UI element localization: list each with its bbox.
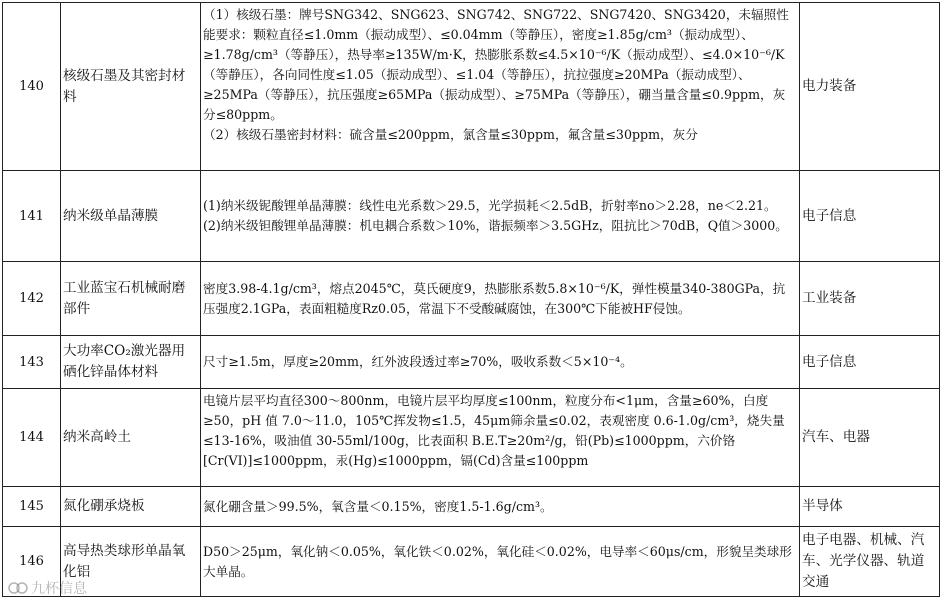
spec-paragraph: （2）核级石墨密封材料：硫含量≤200ppm，氯含量≤30ppm，氟含量≤30ppm，灰分 bbox=[203, 126, 698, 142]
material-name: 大功率CO₂激光器用硒化锌晶体材料 bbox=[61, 336, 201, 389]
row-number: 144 bbox=[3, 389, 61, 487]
row-number: 142 bbox=[3, 262, 61, 336]
spec-paragraph: 密度3.98-4.1g/cm³，熔点2045℃，莫氏硬度9，热膨胀系数5.8×10⁻⁶/K，弹性模量340-380GPa，抗压强度2.1GPa，表面粗糙度Rz0.05，常温下不受酸碱腐蚀，在300℃下能被HF侵蚀。 bbox=[203, 280, 786, 316]
spec-paragraph: （1）核级石墨：牌号SNG342、SNG623、SNG742、SNG722、SNG7420、SNG3420，未辐照性能要求：颗粒直径≤1.0mm（振动成型）、≤0.04mm（等静压），密度≥1.85g/cm³（振动成型）、≥1.78g/cm³（等静压），热导率≥135W/m·K，热膨胀系数≤4.5×10⁻⁶/K（振动成型）、≤4.0×10⁻⁶/K（等静压），各向同性度≤1.05（振动成型）、≤1.04（等静压），抗拉强度≥20MPa（振动成型）、≥25MPa（等静压），抗压强度≥65MPa（振动成型）、≥75MPa（等静压），硼当量含量≤0.9ppm，灰分≤80ppm。 bbox=[203, 6, 789, 122]
row-number: 141 bbox=[3, 171, 61, 262]
table-row bbox=[3, 389, 940, 487]
row-number: 146 bbox=[3, 527, 61, 597]
row-number: 140 bbox=[3, 3, 61, 171]
spec-paragraph: (1)纳米级铌酸锂单晶薄膜：线性电光系数＞29.5，光学损耗＜2.5dB，折射率no＞2.28，ne＜2.21。 bbox=[203, 198, 777, 213]
application-field: 半导体 bbox=[800, 487, 940, 527]
spec-paragraph: (2)纳米级钽酸锂单晶薄膜：机电耦合系数＞10%，谐振频率＞3.5GHz，阻抗比＞70dB，Q值＞3000。 bbox=[203, 218, 788, 233]
spec-cell bbox=[201, 389, 800, 487]
material-name: 氮化硼承烧板 bbox=[61, 487, 201, 527]
table-row bbox=[3, 527, 940, 597]
material-name: 纳米高岭土 bbox=[61, 389, 201, 487]
row-number: 145 bbox=[3, 487, 61, 527]
spec-paragraph: 氮化硼含量＞99.5%，氧含量＜0.15%，密度1.5-1.6g/cm³。 bbox=[203, 498, 553, 514]
spec-cell bbox=[201, 336, 800, 389]
spec-cell bbox=[201, 262, 800, 336]
application-field: 电子信息 bbox=[800, 336, 940, 389]
material-name: 纳米级单晶薄膜 bbox=[61, 171, 201, 262]
row-number: 143 bbox=[3, 336, 61, 389]
table-row bbox=[3, 171, 940, 262]
application-field: 汽车、电器 bbox=[800, 389, 940, 487]
spec-cell bbox=[201, 171, 800, 262]
spec-paragraph: 尺寸≥1.5m，厚度≥20mm，红外波段透过率≥70%，吸收系数＜5×10⁻⁴。 bbox=[203, 354, 633, 369]
table-row bbox=[3, 487, 940, 527]
material-spec-table bbox=[2, 2, 940, 597]
material-name: 核级石墨及其密封材料 bbox=[61, 3, 201, 171]
spec-paragraph: 电镜片层平均直径300～800nm，电镜片层平均厚度≤100nm，粒度分布<1μm，含量≥60%，白度≥50，pH 值 7.0～11.0，105℃挥发物≤1.5，45μm筛余量≤0.02，表观密度 0.6-1.0g/cm³，烧失量≤13-16%，吸油值 30-55ml/100g，比表面积 B.E.T≥20m²/g，铅(Pb)≤1000ppm，六价铬[Cr(VI)]≤1000ppm，汞(Hg)≤1000ppm，镉(Cd)含量≤100ppm bbox=[203, 392, 785, 468]
spec-cell bbox=[201, 3, 800, 171]
application-field: 工业装备 bbox=[800, 262, 940, 336]
application-field: 电子信息 bbox=[800, 171, 940, 262]
material-name: 工业蓝宝石机械耐磨部件 bbox=[61, 262, 201, 336]
spec-cell bbox=[201, 527, 800, 597]
watermark-text: 九杯信息 bbox=[31, 581, 87, 597]
application-field: 电力装备 bbox=[800, 3, 940, 171]
application-field: 电子电器、机械、汽车、光学仪器、轨道交通 bbox=[800, 527, 940, 597]
table-row bbox=[3, 3, 940, 171]
table-row bbox=[3, 262, 940, 336]
material-name: 高导热类球形单晶氧化铝 bbox=[61, 527, 201, 597]
table-row bbox=[3, 336, 940, 389]
spec-cell bbox=[201, 487, 800, 527]
spec-paragraph: D50＞25μm，氧化钠＜0.05%，氧化铁＜0.02%，氧化硅＜0.02%，电导率＜60μs/cm，形貌呈类球形大单晶。 bbox=[203, 543, 792, 579]
